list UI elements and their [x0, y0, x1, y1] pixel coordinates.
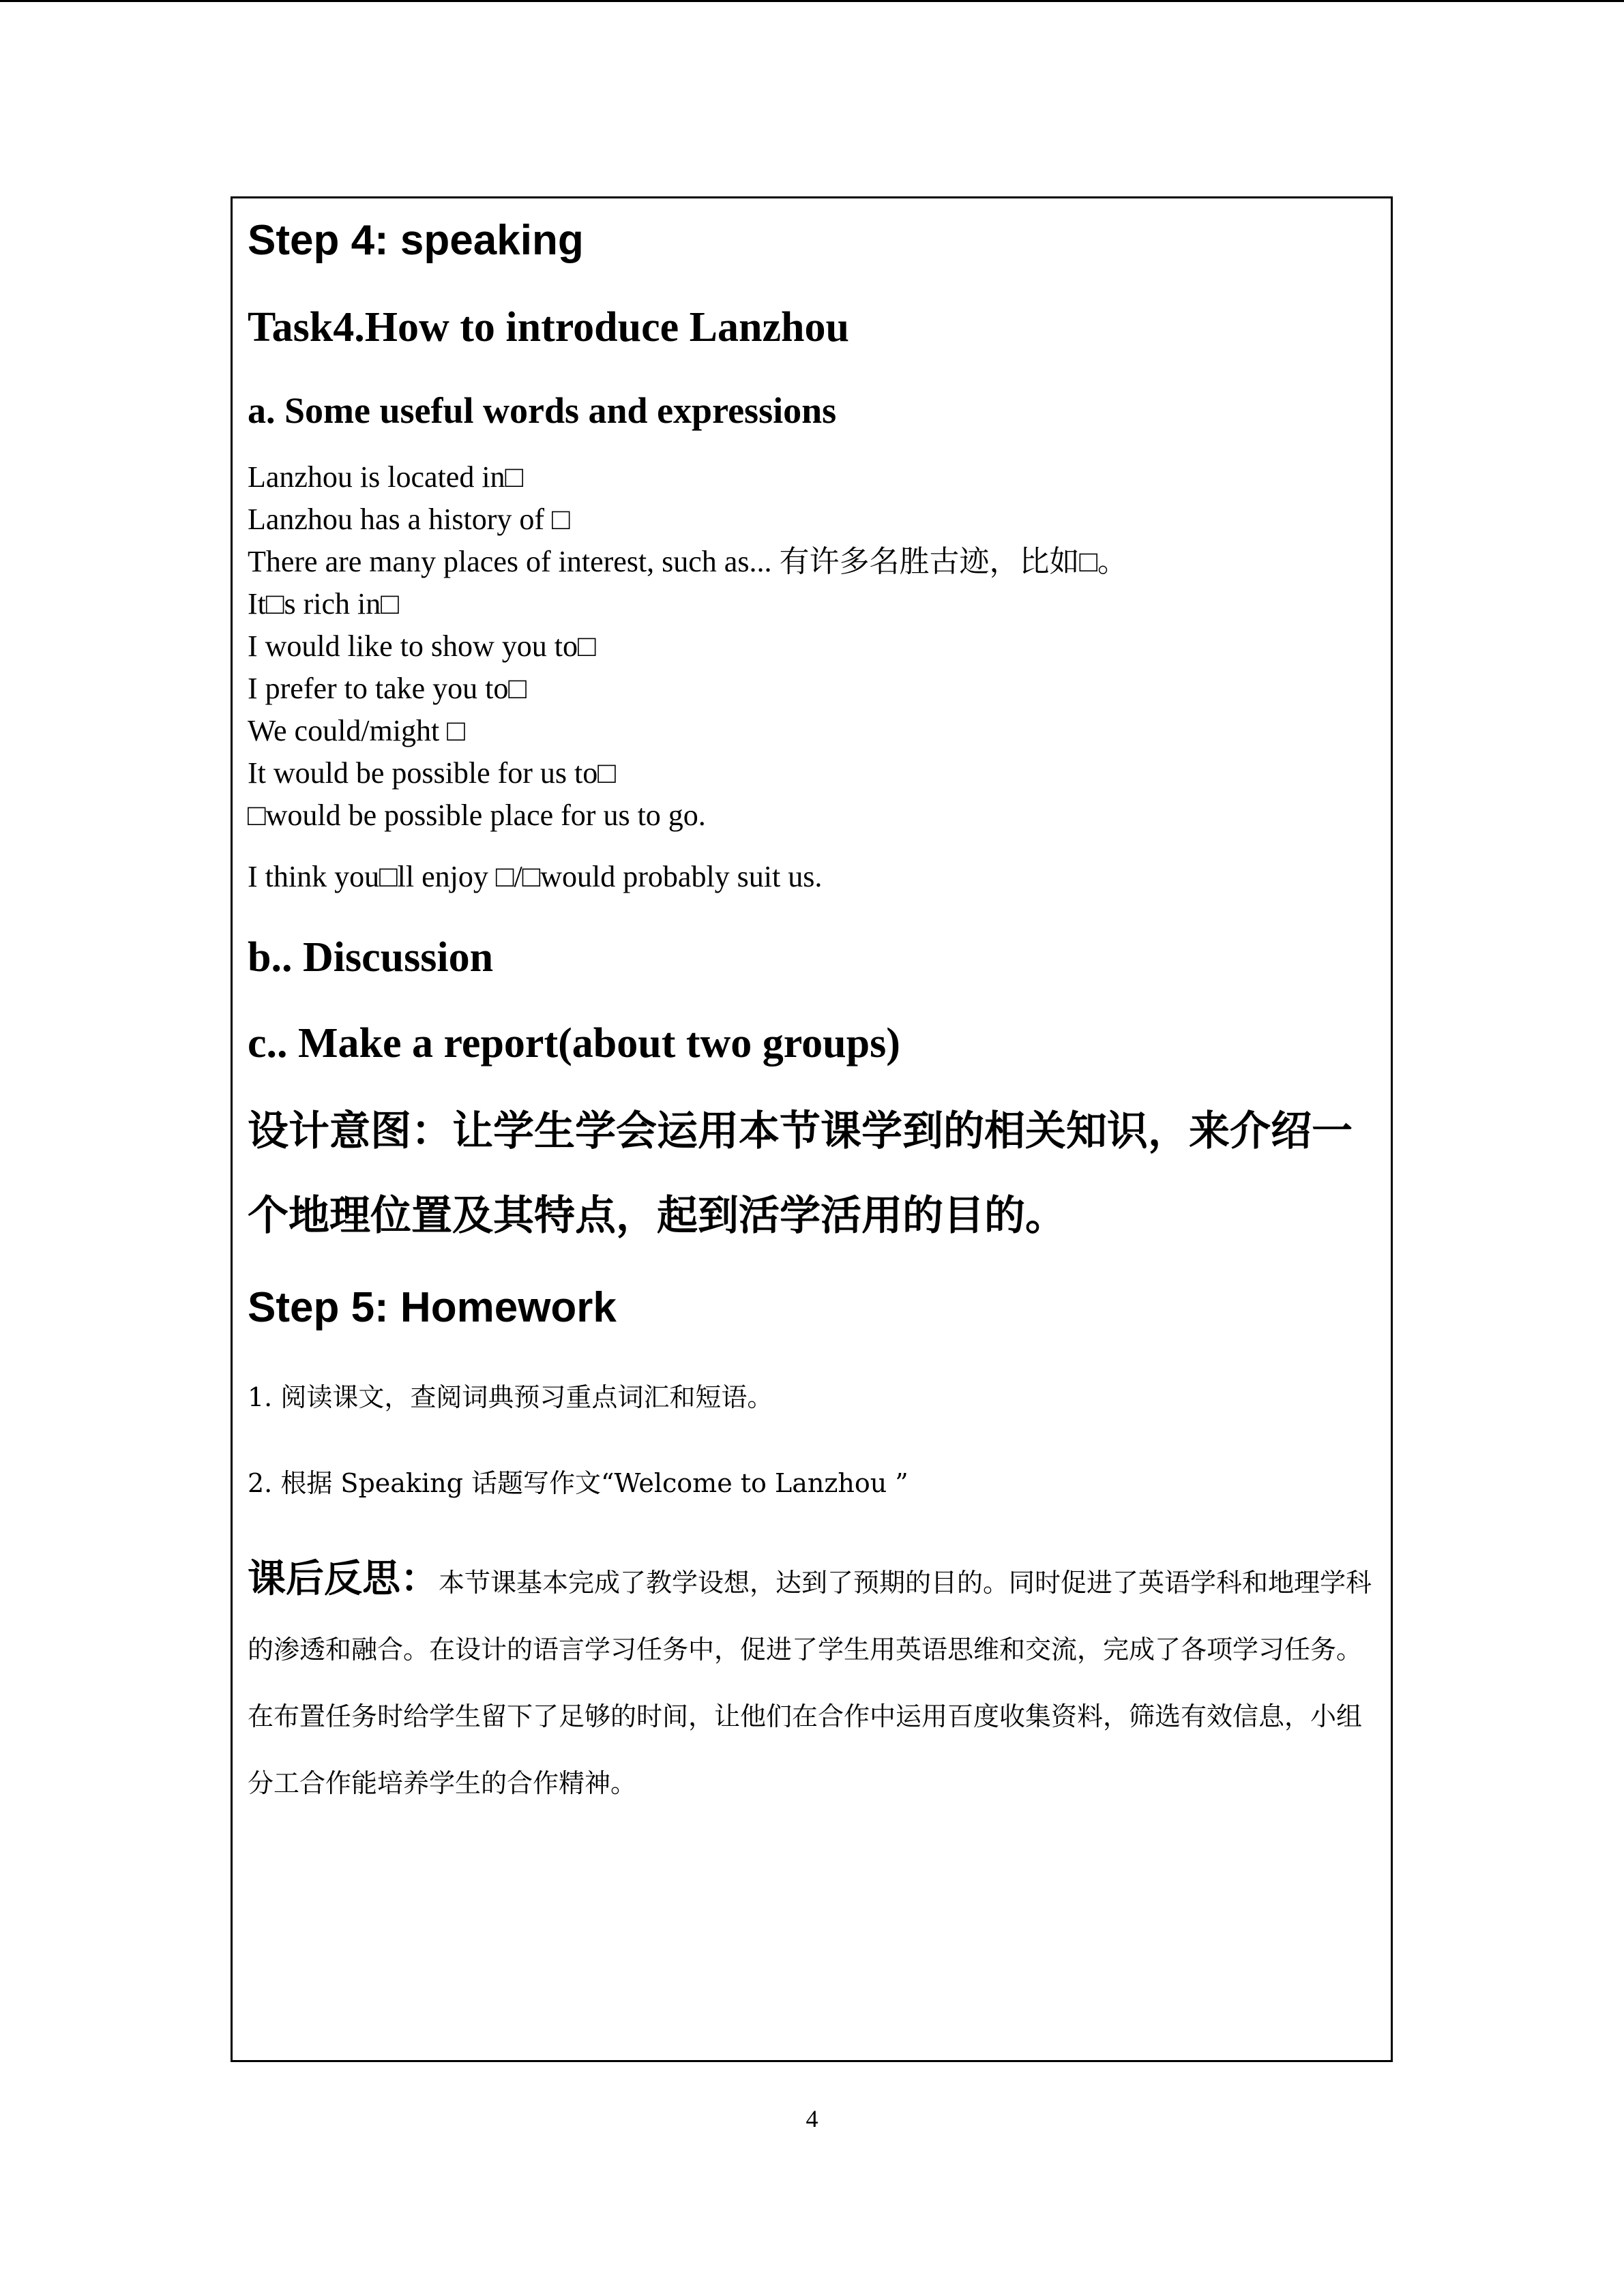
section-c-heading: c.. Make a report(about two groups) [248, 1020, 900, 1067]
task4-heading: Task4.How to introduce Lanzhou [248, 304, 849, 351]
section-a-heading: a. Some useful words and expressions [248, 390, 837, 431]
step5-heading: Step 5: Homework [248, 1284, 617, 1331]
reflection-paragraph [248, 1546, 1373, 1817]
section-b-heading: b.. Discussion [248, 934, 494, 981]
homework-item-1: 1. 阅读课文，查阅词典预习重点词汇和短语。 [248, 1382, 773, 1412]
expression-item: Lanzhou has a history of □ [248, 503, 570, 536]
lesson-plan-table-cell [231, 196, 1393, 2062]
step4-heading: Step 4: speaking [248, 217, 584, 264]
design-intent: 设计意图：让学生学会运用本节课学到的相关知识，来介绍一个地理位置及其特点，起到活学活用的目的。 [248, 1107, 1353, 1240]
expression-item: It would be possible for us to□ [248, 756, 616, 790]
reflection-text: 本节课基本完成了教学设想，达到了预期的目的。同时促进了英语学科和地理学科的渗透和融合。在设计的语言学习任务中，促进了学生用英语思维和交流，完成了各项学习任务。在布置任务时给学生留下了足够的时间，让他们在合作中运用百度收集资料，筛选有效信息，小组分工合作能培养学生的合作精神。 [248, 1568, 1372, 1798]
useful-expressions-list [248, 456, 1127, 837]
homework-item-2: 2. 根据 Speaking 话题写作文“Welcome to Lanzhou ” [248, 1468, 909, 1498]
expression-item: It□s rich in□ [248, 587, 399, 621]
reflection-label: 课后反思： [248, 1557, 439, 1601]
expression-item: Lanzhou is located in□ [248, 460, 524, 494]
expression-item-last: I think you□ll enjoy □/□would probably suit us. [248, 860, 823, 893]
expression-item: I prefer to take you to□ [248, 672, 527, 705]
expression-item: We could/might □ [248, 714, 465, 747]
expression-item: □would be possible place for us to go. [248, 799, 706, 832]
page-number: 4 [806, 2105, 818, 2132]
top-rule [0, 0, 1624, 2]
expression-item: There are many places of interest, such as... 有许多名胜古迹，比如□。 [248, 545, 1128, 578]
expression-item: I would like to show you to□ [248, 629, 596, 663]
